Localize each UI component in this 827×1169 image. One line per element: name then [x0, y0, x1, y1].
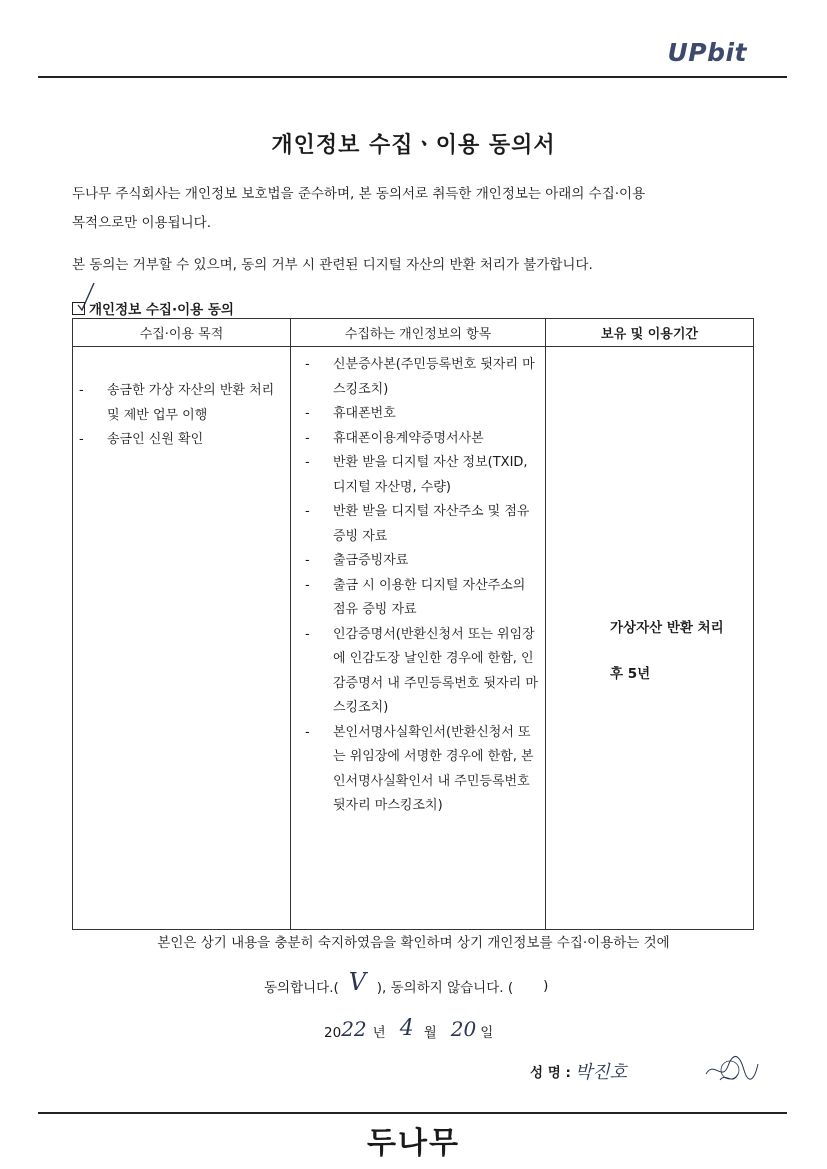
day-hand: 20	[450, 1017, 477, 1041]
year-prefix: 20	[324, 1025, 342, 1041]
signature-name: 박진호	[574, 1062, 628, 1083]
list-item: - 휴대폰번호	[305, 402, 539, 427]
retention-period	[610, 617, 753, 685]
agreement-statement: 본인은 상기 내용을 충분히 숙지하였음을 확인하며 상기 개인정보를 수집·이용하는 것에	[157, 935, 670, 951]
retention-line-2: 후 5년	[610, 666, 651, 682]
table-header-row	[73, 319, 754, 347]
list-item: - 반환 받을 디지털 자산 정보(TXID, 디지털 자산명, 수량)	[305, 451, 539, 500]
list-item: - 반환 받을 디지털 자산주소 및 점유 증빙 자료	[305, 500, 539, 549]
year-hand: 22	[341, 1017, 367, 1041]
consent-section-heading	[72, 298, 234, 318]
intro-line-2: 목적으로만 이용됩니다.	[72, 215, 211, 231]
list-item: - 인감증명서(반환신청서 또는 위임장에 인감도장 날인한 경우에 한함, 인감증명서 내 주민등록번호 뒷자리 마스킹조치)	[305, 623, 539, 721]
upbit-logo: UPbit	[667, 38, 747, 67]
items-cell	[291, 347, 546, 930]
disagree-close: )	[543, 978, 549, 994]
document-title: 개인정보 수집ㆍ이용 동의서	[271, 133, 556, 158]
intro-line-1: 두나무 주식회사는 개인정보 보호법을 준수하며, 본 동의서로 취득한 개인정보는 아래의 수집·이용	[72, 186, 646, 202]
date-line	[324, 1016, 493, 1041]
agreement-choice	[264, 968, 549, 998]
list-item: - 송금한 가상 자산의 반환 처리 및 제반 업무 이행	[79, 379, 290, 428]
list-item: - 휴대폰이용계약증명서사본	[305, 427, 539, 452]
list-item: - 출금 시 이용한 디지털 자산주소의 점유 증빙 자료	[305, 574, 539, 623]
consent-checkbox[interactable]	[72, 302, 85, 315]
signature-line	[530, 1058, 627, 1084]
month-unit: 월	[423, 1025, 437, 1041]
intro-paragraph-2: 본 동의는 거부할 수 있으며, 동의 거부 시 관련된 디지털 자산의 반환 처리가 불가합니다.	[72, 257, 593, 273]
consent-section-label: 개인정보 수집·이용 동의	[89, 302, 234, 318]
header-rule	[38, 76, 787, 78]
agree-label: 동의합니다.(	[264, 980, 339, 996]
disagree-slot[interactable]	[513, 974, 543, 998]
list-item: - 신분증사본(주민등록번호 뒷자리 마스킹조치)	[305, 353, 539, 402]
retention-line-1: 가상자산 반환 처리	[610, 620, 724, 636]
table-row	[73, 347, 754, 930]
header-items: 수집하는 개인정보의 항목	[291, 319, 546, 347]
signature-scribble-icon	[700, 1052, 760, 1088]
purpose-list	[79, 379, 290, 453]
intro-paragraph-1	[72, 180, 772, 238]
retention-cell	[546, 347, 754, 930]
list-item: - 본인서명사실확인서(반환신청서 또는 위임장에 서명한 경우에 한함, 본인서명사실확인서 내 주민등록번호 뒷자리 마스킹조치)	[305, 721, 539, 819]
list-item: - 출금증빙자료	[305, 549, 539, 574]
purpose-cell	[73, 347, 291, 930]
items-list	[305, 353, 539, 819]
day-unit: 일	[480, 1025, 494, 1041]
footer-rule	[38, 1112, 787, 1114]
header-retention: 보유 및 이용기간	[546, 319, 754, 347]
month-hand: 4	[399, 1016, 414, 1041]
footer-company-logo: 두나무	[367, 1126, 460, 1161]
header-purpose: 수집·이용 목적	[73, 319, 291, 347]
year-unit: 년	[372, 1025, 386, 1041]
agree-slot[interactable]	[339, 968, 377, 998]
disagree-label: ), 동의하지 않습니다. (	[376, 980, 514, 996]
consent-table	[72, 318, 754, 930]
agree-mark: V	[348, 968, 367, 996]
list-item: - 송금인 신원 확인	[79, 428, 290, 453]
signature-label: 성 명 :	[530, 1065, 571, 1081]
